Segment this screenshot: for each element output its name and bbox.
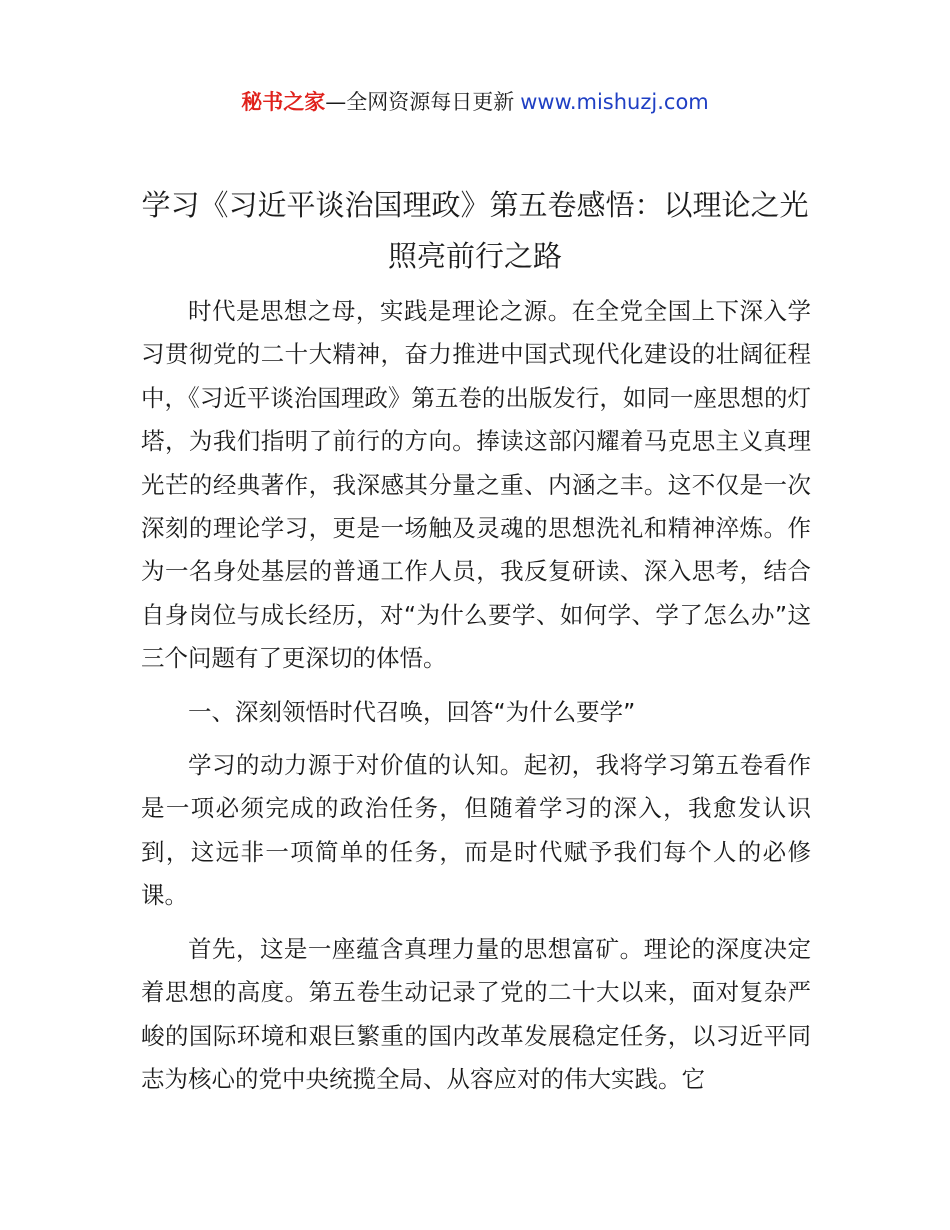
paragraph-intro: 时代是思想之母，实践是理论之源。在全党全国上下深入学习贯彻党的二十大精神，奋力推进中国式现代化建设的壮阔征程中，《习近平谈治国理政》第五卷的出版发行，如同一座思想的灯塔，为我们指明了前行的方向。捧读这部闪耀着马克思主义真理光芒的经典著作，我深感其分量之重、内涵之丰。这不仅是一次深刻的理论学习，更是一场触及灵魂的思想洗礼和精神淬炼。作为一名身处基层的普通工作人员，我反复研读、深入思考，结合自身岗位与成长经历，对“为什么要学、如何学、学了怎么办”这三个问题有了更深切的体悟。 bbox=[141, 297, 811, 673]
brand-name: 秘书之家 bbox=[241, 90, 326, 114]
document-title: 学习《习近平谈治国理政》第五卷感悟：以理论之光照亮前行之路 bbox=[141, 188, 809, 273]
site-tagline: —全网资源每日更新 bbox=[325, 90, 515, 114]
site-url-link[interactable]: www.mishuzj.com bbox=[520, 90, 709, 114]
paragraph-first-point: 首先，这是一座蕴含真理力量的思想富矿。理论的深度决定着思想的高度。第五卷生动记录了党的二十大以来，面对复杂严峻的国际环境和艰巨繁重的国内改革发展稳定任务，以习近平同志为核心的党中央统揽全局、从容应对的伟大实践。它 bbox=[141, 934, 811, 1093]
paragraph-motivation: 学习的动力源于对价值的认知。起初，我将学习第五卷看作是一项必须完成的政治任务，但随着学习的深入，我愈发认识到，这远非一项简单的任务，而是时代赋予我们每个人的必修课。 bbox=[141, 751, 811, 910]
site-header bbox=[0, 88, 950, 116]
section-heading: 一、深刻领悟时代召唤，回答“为什么要学” bbox=[188, 697, 636, 726]
document-body bbox=[141, 290, 811, 1101]
